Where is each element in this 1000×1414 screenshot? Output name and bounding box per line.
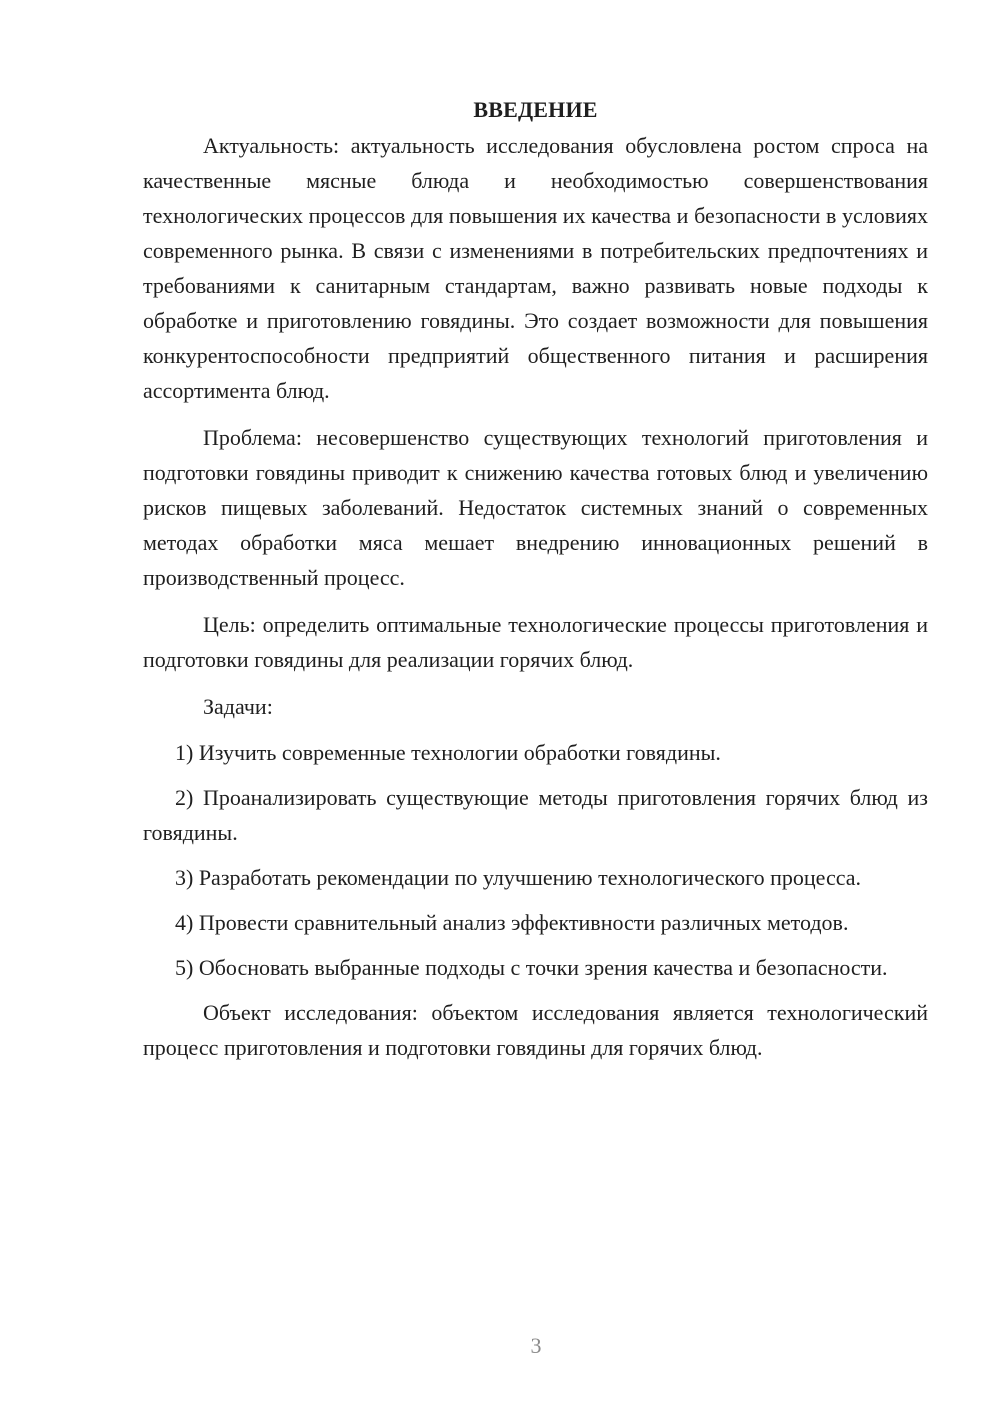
section-title: ВВЕДЕНИЕ	[473, 97, 598, 122]
paragraph-goal: Цель: определить оптимальные технологические процессы приготовления и подготовки говядины для реализации горячих блюд.	[143, 612, 928, 672]
paragraph-object: Объект исследования: объектом исследования является технологический процесс приготовления и подготовки говядины для горячих блюд.	[143, 1000, 928, 1060]
paragraph-problem: Проблема: несовершенство существующих технологий приготовления и подготовки говядины приводит к снижению качества готовых блюд и увеличению рисков пищевых заболеваний. Недостаток системных знаний о современных методах обработки мяса мешает внедрению инновационных решений в производственный процесс.	[143, 425, 928, 590]
tasks-list	[143, 735, 928, 985]
paragraph-relevance: Актуальность: актуальность исследования обусловлена ростом спроса на качественные мясные блюда и необходимостью совершенствования технологических процессов для повышения их качества и безопасности в условиях современного рынка. В связи с изменениями в потребительских предпочтениях и требованиями к санитарным стандартам, важно развивать новые подходы к обработке и приготовлению говядины. Это создает возможности для повышения конкурентоспособности предприятий общественного питания и расширения ассортимента блюд.	[143, 133, 928, 403]
task-item-4: 4) Провести сравнительный анализ эффективности различных методов.	[175, 910, 849, 935]
page-number: 3	[530, 1333, 542, 1358]
task-item-5: 5) Обосновать выбранные подходы с точки зрения качества и безопасности.	[175, 955, 888, 980]
page-content	[143, 92, 928, 1077]
tasks-heading: Задачи:	[203, 694, 273, 719]
task-item-3: 3) Разработать рекомендации по улучшению технологического процесса.	[175, 865, 862, 890]
task-item-2: 2) Проанализировать существующие методы приготовления горячих блюд из говядины.	[143, 785, 928, 845]
task-item-1: 1) Изучить современные технологии обработки говядины.	[175, 740, 721, 765]
